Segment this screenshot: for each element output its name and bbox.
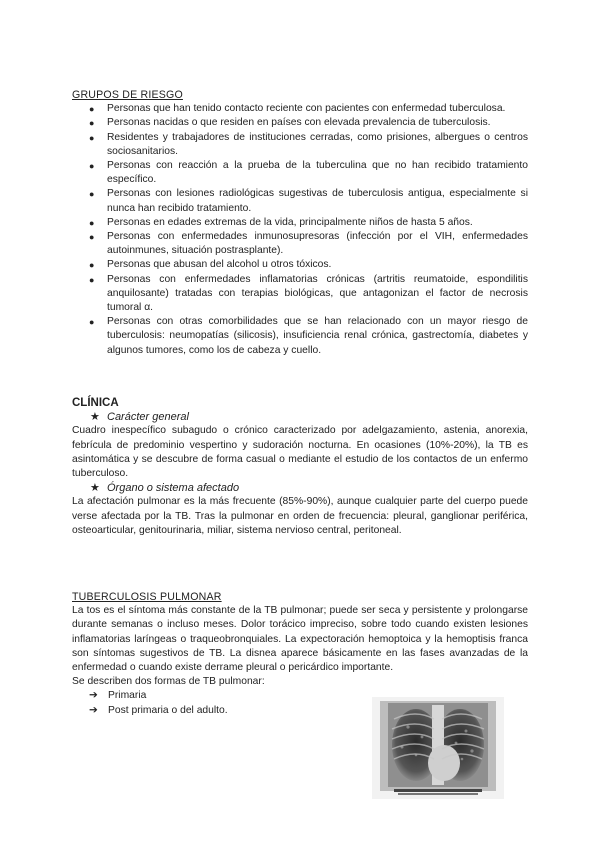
- chest-xray-graphic: [372, 697, 504, 799]
- clinical-section: [72, 396, 528, 538]
- bullet-icon: ●: [89, 161, 95, 172]
- arrow-right-icon: ➔: [89, 690, 98, 702]
- list-item: ➔ Primaria: [72, 689, 528, 703]
- organ-subtitle: ★ Órgano o sistema afectado: [90, 482, 240, 495]
- general-subtitle: ★ Carácter general: [90, 411, 189, 424]
- list-item: ● Personas nacidas o que residen en países con elevada prevalencia de tuberculosis.: [72, 116, 528, 130]
- pulmonary-text: La tos es el síntoma más constante de la TB pulmonar; puede ser seca y persistente y prolongarse durante semanas o incluso meses. Dolor torácico impreciso, sobre todo cuando existen lesiones inflamatorias laríngeas o traqueobronquiales. La expectoración hemoptoica y la hemoptisis franca son síntomas sugestivos de TB. La disnea aparece básicamente en las fases avanzadas de la enfermedad o cuando existe derrame pleural o pericárdico importante.: [72, 605, 528, 674]
- general-text: Cuadro inespecífico subagudo o crónico caracterizado por adelgazamiento, astenia, anorexia, febrícula de predominio vespertino y sudoración nocturna. En ocasiones (10%-20%), la TB es asintomática y se descubre de forma casual o mediante el estudio de los contactos de un enfermo tuberculoso.: [72, 425, 528, 480]
- forms-intro: Se describen dos formas de TB pulmonar:: [72, 676, 265, 688]
- list-item: ● Residentes y trabajadores de instituciones cerradas, como prisiones, albergues o centros sociosanitarios.: [89, 131, 528, 157]
- star-icon: ★: [90, 411, 100, 424]
- bullet-icon: ●: [89, 132, 95, 143]
- bullet-icon: ●: [89, 217, 95, 228]
- bullet-icon: ●: [89, 118, 95, 129]
- list-item: ● Personas con lesiones radiológicas sugestivas de tuberculosis antigua, especialmente si nunca han recibido tratamiento.: [89, 188, 528, 214]
- bullet-icon: ●: [89, 104, 95, 115]
- bullet-icon: ●: [89, 189, 95, 200]
- list-item: ● Personas con enfermedades inmunosupresoras (infección por el VIH, enfermedades autoinmunes, situación postrasplante).: [89, 231, 528, 257]
- list-item: ● Personas que abusan del alcohol u otros tóxicos.: [72, 258, 528, 272]
- risk-groups-section: [72, 88, 528, 358]
- list-item: ● Personas que han tenido contacto reciente con pacientes con enfermedad tuberculosa.: [72, 102, 528, 116]
- bullet-icon: ●: [89, 317, 95, 328]
- star-icon: ★: [90, 482, 100, 495]
- list-item: ● Personas con enfermedades inflamatorias crónicas (artritis reumatoide, espondilitis anquilosante) tratadas con terapias biológicas, que antagonizan el factor de necrosis tumoral α.: [89, 273, 528, 314]
- bullet-icon: ●: [89, 260, 95, 271]
- risk-groups-list: [72, 102, 528, 358]
- chest-xray-image: [372, 697, 504, 799]
- list-item: ● Personas con reacción a la prueba de la tuberculina que no han recibido tratamiento específico.: [89, 160, 528, 186]
- clinical-title: CLÍNICA: [72, 397, 119, 409]
- risk-groups-title: GRUPOS DE RIESGO: [72, 89, 183, 101]
- list-item: ➔ Post primaria o del adulto.: [72, 704, 528, 718]
- bullet-icon: ●: [89, 232, 95, 243]
- list-item: ● Personas con otras comorbilidades que se han relacionado con un mayor riesgo de tuberculosis: neumopatías (silicosis), insuficiencia renal crónica, gastrectomía, diabetes y algunos tumores, como los de cabeza y cuello.: [89, 316, 528, 356]
- organ-text: La afectación pulmonar es la más frecuente (85%-90%), aunque cualquier parte del cuerpo puede verse afectada por la TB. Tras la pulmonar en orden de frecuencia: pleural, ganglionar periférica, osteoarticular, genitourinaria, miliar, sistema nervioso central, peritoneal.: [72, 496, 528, 536]
- arrow-right-icon: ➔: [89, 704, 98, 716]
- pulmonary-title: TUBERCULOSIS PULMONAR: [72, 591, 222, 603]
- bullet-icon: ●: [89, 274, 95, 285]
- list-item: ● Personas en edades extremas de la vida, principalmente niños de hasta 5 años.: [72, 216, 528, 230]
